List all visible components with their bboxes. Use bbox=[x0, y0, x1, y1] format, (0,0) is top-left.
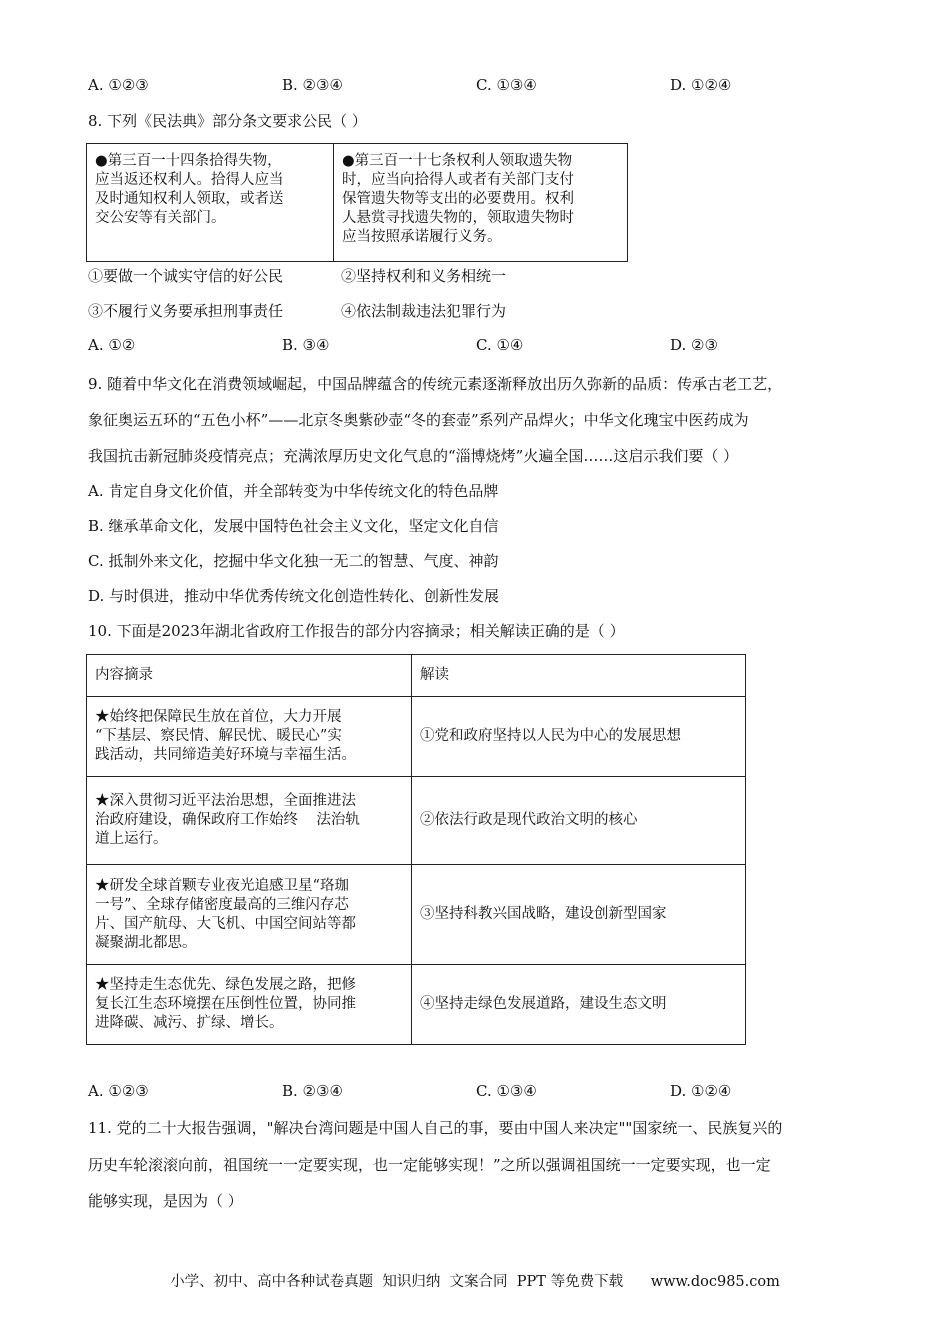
option-c: C. ①③④ bbox=[476, 1082, 537, 1100]
q11-stem-line-3: 能够实现，是因为（ ） bbox=[88, 1192, 243, 1210]
page-footer: 小学、初中、高中各种试卷真题 知识归纳 文案合同 PPT 等免费下载 www.doc985.com bbox=[170, 1274, 780, 1290]
option-d: D. ②③ bbox=[670, 336, 718, 354]
q9-option-a: A. 肯定自身文化价值，并全部转变为中华传统文化的特色品牌 bbox=[88, 482, 499, 500]
q10-stem: 10. 下面是2023年湖北省政府工作报告的部分内容摘录；相关解读正确的是（ ） bbox=[88, 622, 625, 640]
text-line: 一号”、全球存储密度最高的三维闪存芯 bbox=[95, 896, 349, 913]
q10-options bbox=[88, 1082, 788, 1102]
table-row bbox=[87, 697, 746, 777]
text-line: 治政府建设，确保政府工作始终 法治轨 bbox=[95, 812, 360, 828]
q8-choice-4: ④依法制裁违法犯罪行为 bbox=[341, 302, 507, 320]
q8-cell-left bbox=[87, 144, 334, 262]
option-b: B. ③④ bbox=[282, 336, 330, 354]
q8-choice-3: ③不履行义务要承担刑事责任 bbox=[88, 302, 284, 320]
table-header-row bbox=[87, 655, 746, 697]
text-line: 进降碳、减污、扩绿、增长。 bbox=[95, 1015, 284, 1031]
text-line: ●第三百一十四条拾得失物， bbox=[95, 153, 282, 169]
option-d: D. ①②④ bbox=[670, 76, 732, 94]
text-line: 践活动，共同缔造美好环境与幸福生活。 bbox=[95, 747, 356, 763]
table-row bbox=[87, 965, 746, 1045]
table-row bbox=[87, 777, 746, 865]
text-line: ★坚持走生态优先、绿色发展之路，把修 bbox=[95, 977, 356, 993]
option-b: B. ②③④ bbox=[282, 76, 343, 94]
text-line: 片、国产航母、大飞机、中国空间站等都 bbox=[95, 915, 356, 932]
excerpt-cell bbox=[87, 697, 412, 777]
q9-stem-line-1: 9. 随着中华文化在消费领域崛起，中国品牌蕴含的传统元素逐渐释放出历久弥新的品质：传承古老工艺， bbox=[88, 375, 783, 393]
text-line: ★始终把保障民生放在首位，大力开展 bbox=[95, 709, 342, 725]
text-line: ●第三百一十七条权利人领取遗失物 bbox=[342, 153, 573, 169]
header-excerpt: 内容摘录 bbox=[87, 655, 412, 697]
text-line: 及时通知权利人领取，或者送 bbox=[95, 191, 284, 207]
option-b: B. ②③④ bbox=[282, 1082, 343, 1100]
q8-stem: 8. 下列《民法典》部分条文要求公民（ ） bbox=[88, 112, 367, 130]
text-line: 应当按照承诺履行义务。 bbox=[342, 229, 502, 245]
option-a: A. ①②③ bbox=[88, 76, 149, 94]
text-line: “下基层、察民情、解民忧、暖民心”实 bbox=[95, 728, 342, 744]
q9-option-b: B. 继承革命文化，发展中国特色社会主义文化，坚定文化自信 bbox=[88, 517, 499, 535]
text-line: 道上运行。 bbox=[95, 831, 168, 847]
text-line: 时，应当向拾得人或者有关部门支付 bbox=[342, 172, 574, 188]
q11-stem-line-1: 11. 党的二十大报告强调，"解决台湾问题是中国人自己的事，要由中国人来决定""国家统一、民族复兴的 bbox=[88, 1119, 783, 1137]
reading-cell: ②依法行政是现代政治文明的核心 bbox=[412, 777, 746, 865]
option-a: A. ①② bbox=[88, 336, 136, 354]
text-line: ★研发全球首颗专业夜光追感卫星“珞珈 bbox=[95, 877, 349, 894]
q9-option-d: D. 与时俱进，推动中华优秀传统文化创造性转化、创新性发展 bbox=[88, 587, 500, 605]
q9-stem-line-2: 象征奥运五环的“五色小杯”——北京冬奥紫砂壶“冬的套壶”系列产品焊火；中华文化瑰宝中医药成为 bbox=[88, 411, 749, 429]
option-c: C. ①③④ bbox=[476, 76, 537, 94]
reading-cell: ④坚持走绿色发展道路，建设生态文明 bbox=[412, 965, 746, 1045]
q11-stem-line-2: 历史车轮滚滚向前，祖国统一一定要实现，也一定能够实现！”之所以强调祖国统一一定要实现，也一定 bbox=[88, 1156, 771, 1174]
q10-table bbox=[86, 654, 746, 1045]
text-line: ★深入贯彻习近平法治思想，全面推进法 bbox=[95, 793, 356, 809]
option-d: D. ①②④ bbox=[670, 1082, 732, 1100]
text-line: 保管遗失物等支出的必要费用。权利 bbox=[342, 191, 574, 207]
excerpt-cell bbox=[87, 777, 412, 865]
reading-cell: ③坚持科教兴国战略，建设创新型国家 bbox=[412, 865, 746, 965]
header-reading: 解读 bbox=[412, 655, 746, 697]
text-line: 凝聚湖北都思。 bbox=[95, 934, 197, 951]
q8-cell-right bbox=[334, 144, 628, 262]
q9-stem-line-3: 我国抗击新冠肺炎疫情亮点；充满浓厚历史文化气息的“淄博烧烤”火遍全国……这启示我们要（ ） bbox=[88, 447, 739, 465]
reading-cell: ①党和政府坚持以人民为中心的发展思想 bbox=[412, 697, 746, 777]
q8-table bbox=[86, 143, 628, 262]
q8-choice-1: ①要做一个诚实守信的好公民 bbox=[88, 267, 284, 285]
option-a: A. ①②③ bbox=[88, 1082, 149, 1100]
excerpt-cell bbox=[87, 965, 412, 1045]
option-c: C. ①④ bbox=[476, 336, 524, 354]
q8-choice-2: ②坚持权利和义务相统一 bbox=[341, 267, 507, 285]
text-line: 应当返还权利人。拾得人应当 bbox=[95, 172, 284, 188]
q8-options bbox=[88, 336, 788, 356]
excerpt-cell bbox=[87, 865, 412, 965]
q9-option-c: C. 抵制外来文化，挖掘中华文化独一无二的智慧、气度、神韵 bbox=[88, 552, 499, 570]
q7-options bbox=[88, 76, 788, 96]
table-row bbox=[87, 865, 746, 965]
text-line: 复长江生态环境摆在压倒性位置，协同推 bbox=[95, 996, 356, 1012]
text-line: 人悬赏寻找遗失物的，领取遗失物时 bbox=[342, 210, 574, 226]
text-line: 交公安等有关部门。 bbox=[95, 210, 226, 226]
